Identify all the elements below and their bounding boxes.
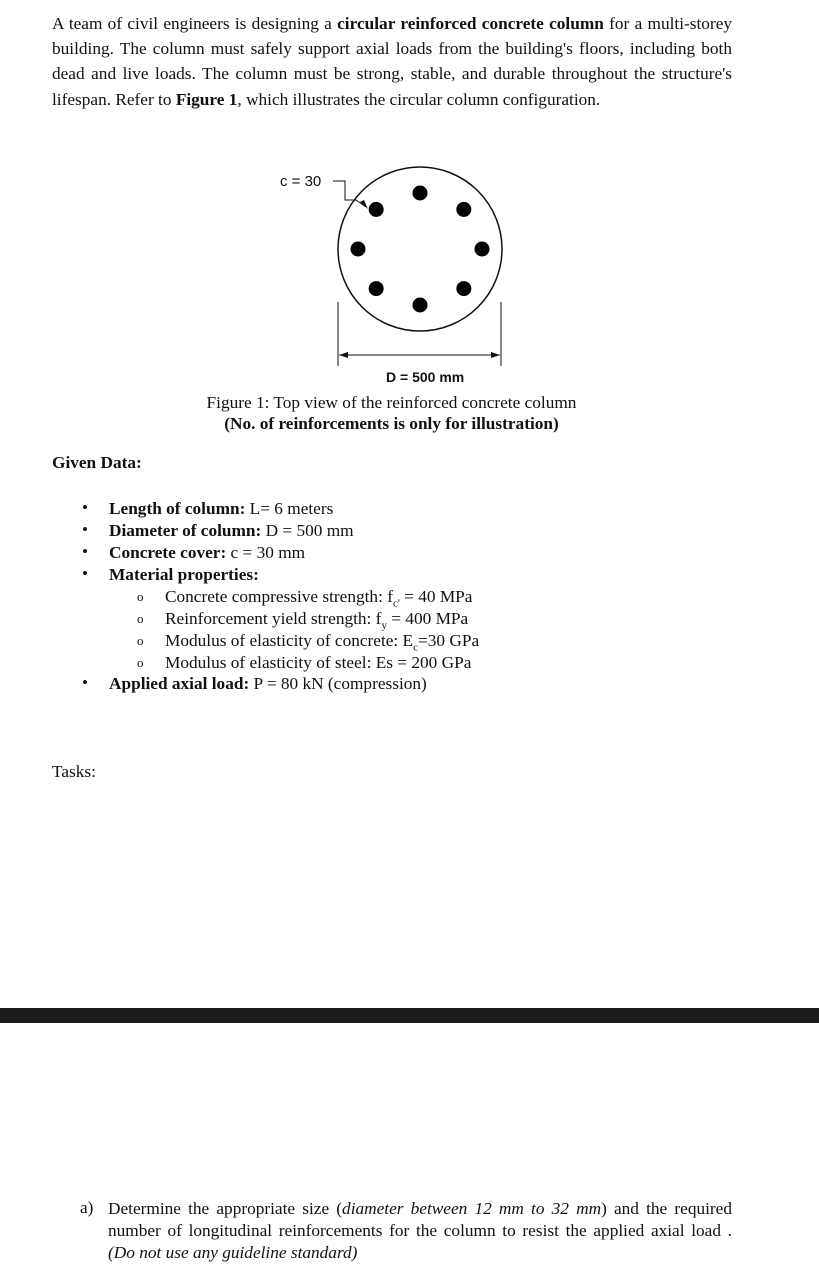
bullet-icon: • (82, 520, 88, 539)
page-divider (0, 1008, 819, 1023)
figure-note: (No. of reinforcements is only for illustration) (224, 414, 559, 433)
rebar-dot (413, 186, 428, 201)
rebar-dot (456, 202, 471, 217)
given-item: Material properties: (109, 565, 259, 584)
sub-bullet-icon: o (137, 633, 144, 648)
bullet-icon: • (82, 542, 88, 561)
bullet-icon: • (82, 498, 88, 517)
diameter-label: D = 500 mm (386, 369, 465, 385)
rebar-dot (413, 298, 428, 313)
sub-bullet-icon: o (137, 589, 144, 604)
tasks-heading: Tasks: (52, 762, 96, 781)
sub-bullet-icon: o (137, 655, 144, 670)
material-property: Reinforcement yield strength: $f_y = 400$ MPa (165, 609, 469, 632)
material-property: Modulus of elasticity of steel: Es = 200 GPa (165, 653, 472, 672)
bullet-icon: • (82, 564, 88, 583)
given-item: Diameter of column: D = 500 mm (109, 521, 354, 540)
given-heading: Given Data: (52, 453, 142, 472)
cover-arrow (360, 200, 368, 209)
figure-caption: Figure 1: Top view of the reinforced concrete column (206, 393, 577, 412)
material-property: Concrete compressive strength: $f_{c'} = 40$ MPa (165, 587, 473, 610)
intro-paragraph: A team of civil engineers is designing a circular reinforced concrete column for a multi-storey building. The column must safely support axial loads from the building's floors, including both dead and live loads. The column must be strong, stable, and durable throughout the structure's lifespan. Refer to Figure 1, which illustrates the circular column configuration. (52, 14, 732, 109)
cover-leader-line (333, 181, 356, 200)
given-item: Applied axial load: P = 80 kN (compression) (109, 674, 427, 693)
rebar-dot (475, 242, 490, 257)
rebar-dot (369, 202, 384, 217)
rebar-dot (369, 281, 384, 296)
reinforcement-bars (351, 186, 490, 313)
task-a-label: a) (80, 1198, 94, 1217)
given-item: Length of column: L= 6 meters (109, 499, 334, 518)
cover-label: c = 30 (280, 173, 322, 190)
rebar-dot (456, 281, 471, 296)
task-a: Determine the appropriate size (diameter between 12 mm to 32 mm) and the required number of longitudinal reinforcements for the column to resist the applied axial load . (Do not use any guideline standard) (108, 1199, 732, 1262)
column-figure (0, 0, 819, 400)
bullet-icon: • (82, 673, 88, 692)
material-property: Modulus of elasticity of concrete: $E_c=30$ GPa (165, 631, 480, 654)
given-item: Concrete cover: c = 30 mm (109, 543, 306, 562)
sub-bullet-icon: o (137, 611, 144, 626)
rebar-dot (351, 242, 366, 257)
